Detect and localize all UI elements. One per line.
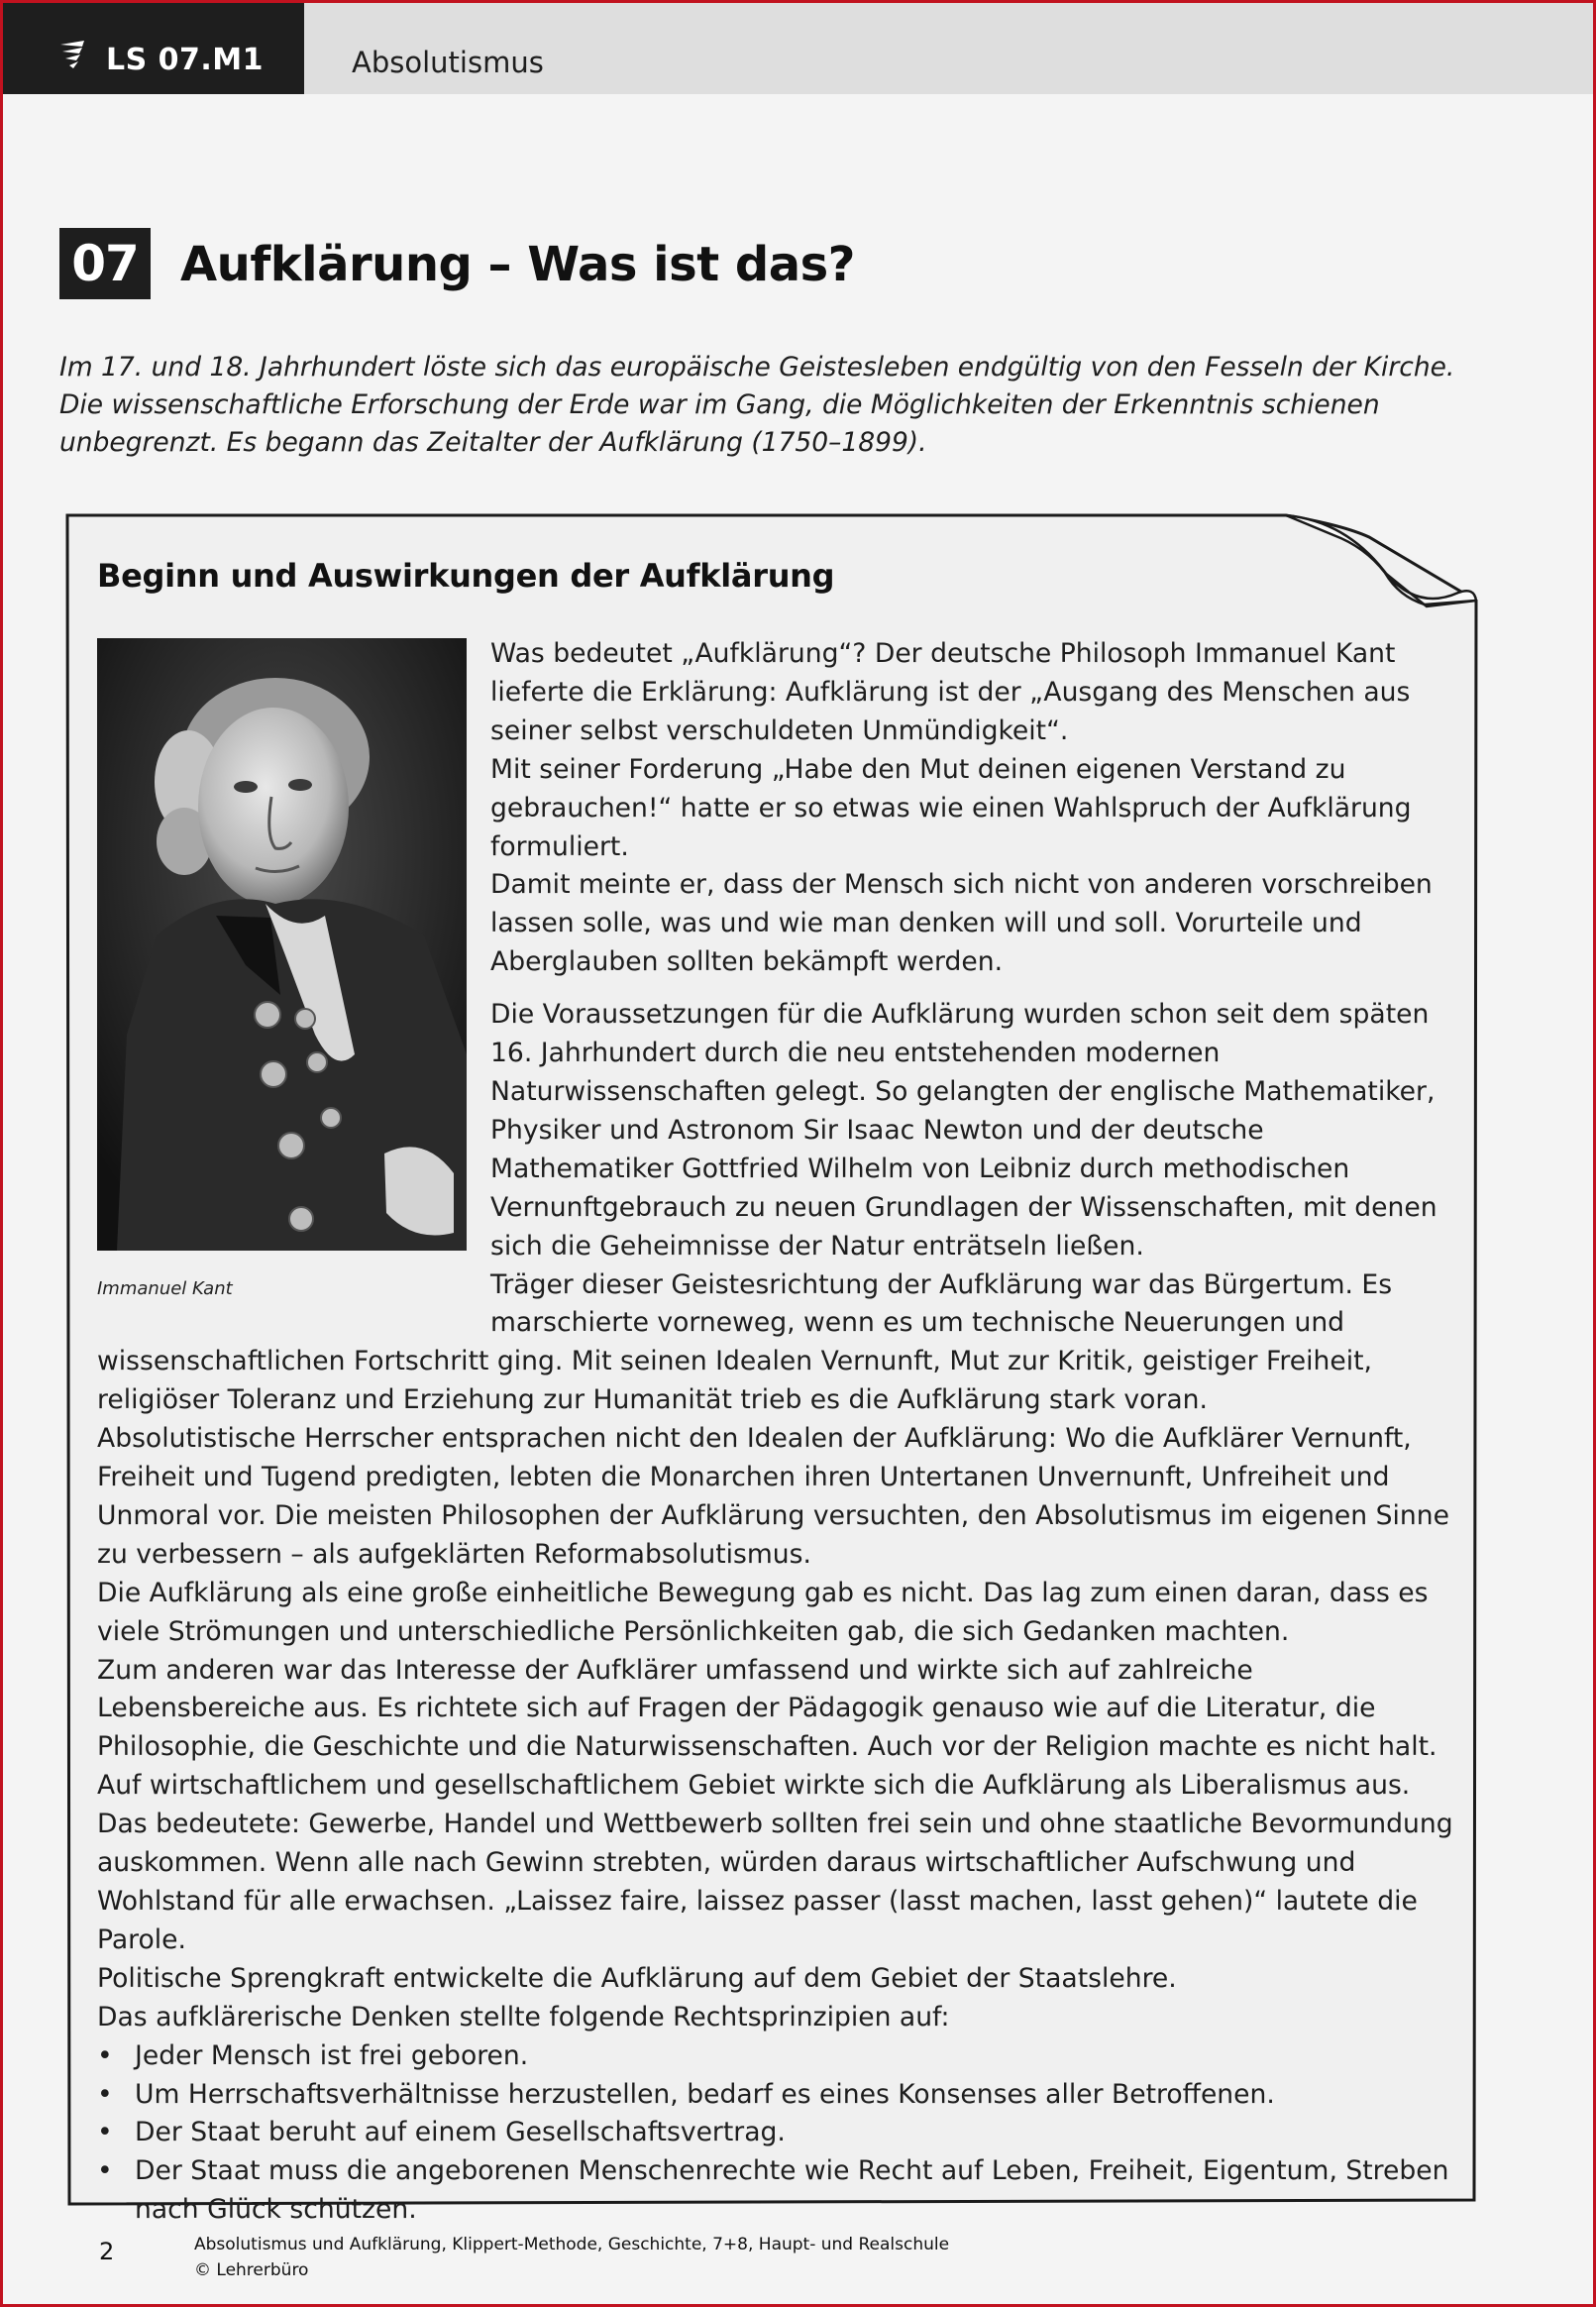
footer-source: Absolutismus und Aufklärung, Klippert-Methode, Geschichte, 7+8, Haupt- und Realschule	[194, 2235, 950, 2254]
paragraph: Zum anderen war das Interesse der Aufklärer umfassend und wirkte sich auf zahlreiche Lebensbereiche aus. Es richtete sich auf Fragen der Pädagogik genauso wie auf die Literatur, die Philosophie, die Geschichte und die Naturwissenschaften. Auch vor der Religion machte es nicht halt. Auf wirtschaftlichem und gesellschaftlichem Gebiet wirkte sich die Aufklärung als Liberalismus aus. Das bedeutete: Gewerbe, Handel und Wettbewerb sollten frei sein und ohne staatliche Bevormundung auskommen. Wenn alle nach Gewinn strebten, würden daraus wirtschaftlicher Aufschwung und Wohlstand für alle erwachsen. „Laissez faire, laissez passer (lasst machen, lasst gehen)“ lautete die Parole.	[97, 1654, 1453, 1955]
footer-info	[194, 2232, 949, 2283]
immanuel-kant-portrait	[97, 638, 467, 1251]
worksheet-code: LS 07.M1	[106, 43, 265, 77]
footer-copyright: © Lehrerbüro	[194, 2260, 309, 2280]
section-number: 07	[59, 228, 151, 299]
portrait-caption: Immanuel Kant	[97, 1278, 233, 1299]
card-body	[97, 635, 1454, 2230]
portrait-figure	[97, 638, 467, 1309]
text-card	[97, 550, 1454, 2230]
paragraph: Die Voraussetzungen für die Aufklärung wurden schon seit dem späten 16. Jahrhundert durch die neu entstehenden modernen Naturwissenschaften gelegt. So gelangten der englische Mathematiker, Physiker und Astronom Sir Isaac Newton und der deutsche Mathematiker Gottfried Wilhelm von Leibniz durch methodischen Vernunftgebrauch zu neuen Grundlagen der Wissenschaften, mit denen sich die Geheimnisse der Natur enträtseln ließen.	[490, 999, 1437, 1262]
list-item: • Der Staat muss die angeborenen Menschenrechte wie Recht auf Leben, Freiheit, Eigentum, Streben nach Glück schützen.	[97, 2152, 1454, 2230]
worksheet-code-box	[3, 3, 304, 94]
page-number: 2	[99, 2238, 115, 2265]
principles-list	[97, 2037, 1454, 2231]
paragraph: Was bedeutet „Aufklärung“? Der deutsche Philosoph Immanuel Kant lieferte die Erklärung: Aufklärung ist der „Ausgang des Menschen aus seiner selbst verschuldeten Unmündigkeit“.	[490, 638, 1411, 746]
list-item: • Jeder Mensch ist frei geboren.	[97, 2037, 1454, 2076]
intro-text: Im 17. und 18. Jahrhundert löste sich das europäische Geistesleben endgültig von den Fesseln der Kirche. Die wissenschaftliche Erforschung der Erde war im Gang, die Möglichkeiten der Erkenntnis schienen unbegrenzt. Es begann das Zeitalter der Aufklärung (1750–1899).	[59, 352, 1455, 458]
paragraph: Damit meinte er, dass der Mensch sich nicht von anderen vorschreiben lassen solle, was und wie man denken will und soll. Vorurteile und Aberglauben sollten bekämpft werden.	[490, 869, 1433, 978]
header-bar	[3, 3, 1593, 94]
header-topic: Absolutismus	[352, 46, 544, 79]
paragraph: Träger dieser Geistesrichtung der Aufklärung war das Bürgertum. Es marschierte vorneweg, wenn es um technische Neuerungen und wissenschaftlichen Fortschritt ging. Mit seinen Idealen Vernunft, Mut zur Kritik, geistiger Freiheit, religiöser Toleranz und Erziehung zur Humanität trieb es die Aufklärung stark voran.	[97, 1268, 1393, 1416]
list-item: • Um Herrschaftsverhältnisse herzustellen, bedarf es eines Konsenses aller Betroffenen.	[97, 2076, 1454, 2115]
logo-icon	[58, 39, 86, 70]
paragraph: Mit seiner Forderung „Habe den Mut deinen eigenen Verstand zu gebrauchen!“ hatte er so etwas wie einen Wahlspruch der Aufklärung formuliert.	[490, 753, 1412, 862]
paragraph: Die Aufklärung als eine große einheitliche Bewegung gab es nicht. Das lag zum einen daran, dass es viele Strömungen und unterschiedliche Persönlichkeiten gab, die sich Gedanken machten.	[97, 1577, 1429, 1647]
paragraph: Das aufklärerische Denken stellte folgende Rechtsprinzipien auf:	[97, 2001, 950, 2032]
list-item: • Der Staat beruht auf einem Gesellschaftsvertrag.	[97, 2114, 1454, 2152]
paragraph: Absolutistische Herrscher entsprachen nicht den Idealen der Aufklärung: Wo die Aufklärer Vernunft, Freiheit und Tugend predigten, lebten die Monarchen ihren Untertanen Unvernunft, Unfreiheit und Unmoral vor. Die meisten Philosophen der Aufklärung versuchten, den Absolutismus im eigenen Sinne zu verbessern – als aufgeklärten Reformabsolutismus.	[97, 1423, 1449, 1570]
page-title: Aufklärung – Was ist das?	[180, 237, 856, 292]
paragraph: Politische Sprengkraft entwickelte die Aufklärung auf dem Gebiet der Staatslehre.	[97, 1962, 1177, 1994]
card-title: Beginn und Auswirkungen der Aufklärung	[97, 557, 835, 595]
